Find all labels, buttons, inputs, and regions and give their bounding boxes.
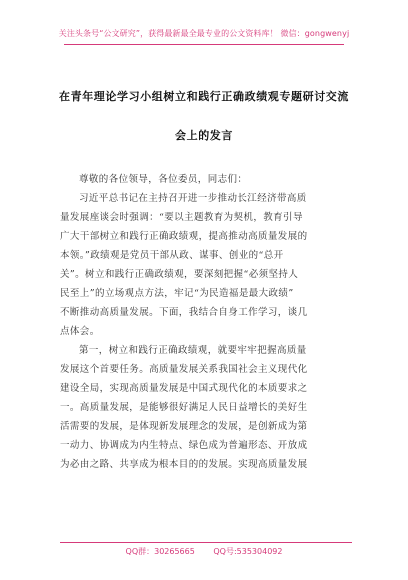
document-body xyxy=(60,170,350,474)
paragraph-line: 本领。”政绩观是党员干部从政、谋事、创业的“总开 xyxy=(60,250,284,261)
footer-qq-number: QQ号:535304092 xyxy=(213,547,283,556)
document-title-line-1: 在青年理论学习小组树立和践行正确政绩观专题研讨交流 xyxy=(59,90,349,103)
footer xyxy=(0,546,408,557)
paragraph-line: 关”。树立和践行正确政绩观，要深刻把握“必须坚持人 xyxy=(60,269,299,280)
document-title-line-2: 会上的发言 xyxy=(175,129,233,142)
header-note: 关注头条号“公文研究”，获得最新最全最专业的公文资料库！ 微信：gongwenyj xyxy=(58,29,350,38)
paragraph-line: 为必由之路、共享成为根本目的的发展。实现高质量发展 xyxy=(60,459,308,470)
paragraph-line: 民至上”的立场观点方法，牢记“为民造福是最大政绩” xyxy=(60,288,294,299)
paragraph-line: 第一，树立和践行正确政绩观，就要牢牢把握高质量 xyxy=(79,345,307,356)
paragraph-line: 量发展座谈会时强调：“要以主题教育为契机，教育引导 xyxy=(60,212,303,223)
paragraph-line: 建设全局，实现高质量发展是中国式现代化的本质要求之 xyxy=(60,383,308,394)
paragraph-line: 一动力、协调成为内生特点、绿色成为普遍形态、开放成 xyxy=(60,440,308,451)
footer-divider xyxy=(60,542,352,543)
paragraph-line: 点体会。 xyxy=(60,326,100,337)
header-divider xyxy=(64,44,344,45)
paragraph-line: 一。高质量发展，是能够很好满足人民日益增长的美好生 xyxy=(60,402,308,413)
paragraph-line: 广大干部树立和践行正确政绩观，提高推动高质量发展的 xyxy=(60,231,308,242)
paragraph-line: 发展这个首要任务。高质量发展关系我国社会主义现代化 xyxy=(60,364,308,375)
paragraph-line: 习近平总书记在主持召开进一步推动长江经济带高质 xyxy=(79,193,307,204)
salutation: 尊敬的各位领导，各位委员，同志们： xyxy=(79,174,248,185)
paragraph-line: 活需要的发展，是体现新发展理念的发展，是创新成为第 xyxy=(60,421,308,432)
footer-qq-group: QQ群：30265665 xyxy=(125,547,195,556)
paragraph-line: 不断推动高质量发展。下面，我结合自身工作学习，谈几 xyxy=(60,307,308,318)
